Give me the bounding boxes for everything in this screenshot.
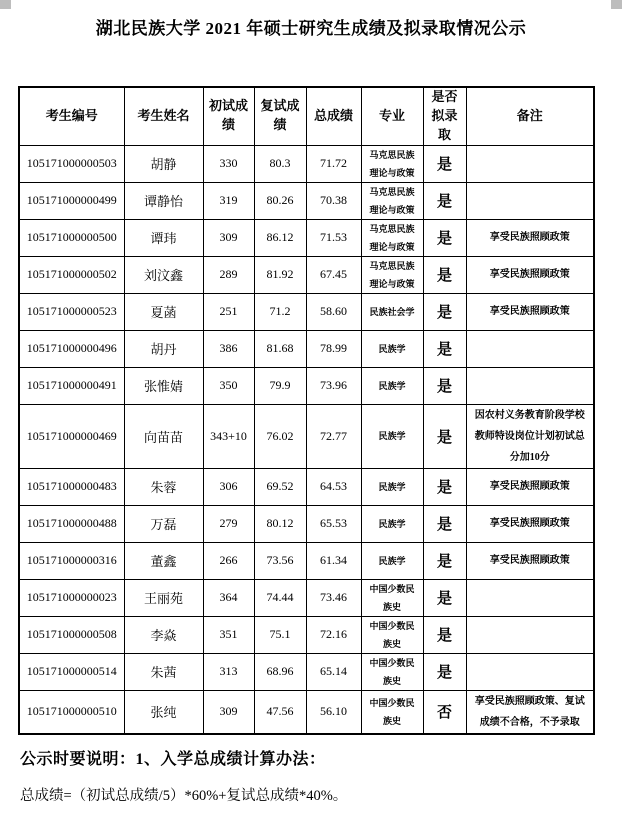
cell-initial-score: 266 xyxy=(203,542,254,579)
table-row xyxy=(19,616,594,653)
cell-retest-score: 76.02 xyxy=(254,404,306,468)
header-major: 专业 xyxy=(361,87,423,145)
cell-initial-score: 350 xyxy=(203,367,254,404)
cell-admitted: 是 xyxy=(423,579,466,616)
cell-major: 中国少数民族史 xyxy=(361,690,423,734)
cell-remark xyxy=(466,653,594,690)
cell-total-score: 78.99 xyxy=(306,330,361,367)
cell-retest-score: 86.12 xyxy=(254,219,306,256)
page-edge-artifact-left xyxy=(0,0,11,9)
table-row xyxy=(19,256,594,293)
cell-exam-no: 105171000000503 xyxy=(19,145,124,182)
cell-retest-score: 75.1 xyxy=(254,616,306,653)
cell-retest-score: 71.2 xyxy=(254,293,306,330)
cell-initial-score: 364 xyxy=(203,579,254,616)
cell-major: 民族学 xyxy=(361,330,423,367)
cell-major: 民族学 xyxy=(361,367,423,404)
admission-results-table xyxy=(18,86,595,735)
cell-major: 民族学 xyxy=(361,468,423,505)
notice-explanation-title: 公示时要说明：1、入学总成绩计算办法： xyxy=(20,750,326,768)
cell-name: 向苗苗 xyxy=(124,404,203,468)
cell-name: 朱茜 xyxy=(124,653,203,690)
cell-exam-no: 105171000000316 xyxy=(19,542,124,579)
cell-name: 谭玮 xyxy=(124,219,203,256)
cell-initial-score: 343+10 xyxy=(203,404,254,468)
cell-initial-score: 351 xyxy=(203,616,254,653)
cell-total-score: 67.45 xyxy=(306,256,361,293)
cell-name: 张纯 xyxy=(124,690,203,734)
table-row xyxy=(19,367,594,404)
cell-exam-no: 105171000000496 xyxy=(19,330,124,367)
cell-initial-score: 289 xyxy=(203,256,254,293)
table-row xyxy=(19,579,594,616)
cell-exam-no: 105171000000514 xyxy=(19,653,124,690)
table-row xyxy=(19,690,594,734)
cell-initial-score: 306 xyxy=(203,468,254,505)
cell-retest-score: 69.52 xyxy=(254,468,306,505)
table-row xyxy=(19,404,594,468)
cell-admitted: 是 xyxy=(423,505,466,542)
table-header-row xyxy=(19,87,594,145)
header-exam-no: 考生编号 xyxy=(19,87,124,145)
cell-major: 民族学 xyxy=(361,404,423,468)
cell-exam-no: 105171000000510 xyxy=(19,690,124,734)
cell-total-score: 73.96 xyxy=(306,367,361,404)
cell-name: 董鑫 xyxy=(124,542,203,579)
table-row xyxy=(19,182,594,219)
cell-major: 马克思民族理论与政策 xyxy=(361,256,423,293)
cell-name: 夏菡 xyxy=(124,293,203,330)
cell-remark: 享受民族照顾政策 xyxy=(466,505,594,542)
cell-remark: 享受民族照顾政策、复试成绩不合格，不予录取 xyxy=(466,690,594,734)
table-row xyxy=(19,219,594,256)
cell-exam-no: 105171000000508 xyxy=(19,616,124,653)
cell-remark: 享受民族照顾政策 xyxy=(466,219,594,256)
cell-admitted: 是 xyxy=(423,182,466,219)
cell-exam-no: 105171000000523 xyxy=(19,293,124,330)
cell-name: 王丽苑 xyxy=(124,579,203,616)
cell-admitted: 是 xyxy=(423,145,466,182)
cell-total-score: 71.53 xyxy=(306,219,361,256)
cell-admitted: 是 xyxy=(423,330,466,367)
header-total-score: 总成绩 xyxy=(306,87,361,145)
cell-admitted: 否 xyxy=(423,690,466,734)
cell-remark xyxy=(466,330,594,367)
cell-retest-score: 74.44 xyxy=(254,579,306,616)
cell-major: 中国少数民族史 xyxy=(361,653,423,690)
cell-retest-score: 68.96 xyxy=(254,653,306,690)
header-remark: 备注 xyxy=(466,87,594,145)
cell-major: 马克思民族理论与政策 xyxy=(361,219,423,256)
cell-name: 朱蓉 xyxy=(124,468,203,505)
cell-retest-score: 81.92 xyxy=(254,256,306,293)
table-header xyxy=(19,87,594,145)
cell-retest-score: 80.3 xyxy=(254,145,306,182)
cell-major: 中国少数民族史 xyxy=(361,616,423,653)
cell-remark: 享受民族照顾政策 xyxy=(466,542,594,579)
cell-initial-score: 330 xyxy=(203,145,254,182)
header-name: 考生姓名 xyxy=(124,87,203,145)
cell-remark xyxy=(466,367,594,404)
cell-retest-score: 80.12 xyxy=(254,505,306,542)
cell-total-score: 65.14 xyxy=(306,653,361,690)
cell-retest-score: 73.56 xyxy=(254,542,306,579)
cell-initial-score: 313 xyxy=(203,653,254,690)
header-admitted: 是否拟录取 xyxy=(423,87,466,145)
cell-admitted: 是 xyxy=(423,542,466,579)
cell-total-score: 58.60 xyxy=(306,293,361,330)
cell-name: 胡静 xyxy=(124,145,203,182)
cell-remark xyxy=(466,579,594,616)
cell-initial-score: 279 xyxy=(203,505,254,542)
cell-major: 中国少数民族史 xyxy=(361,579,423,616)
cell-major: 马克思民族理论与政策 xyxy=(361,182,423,219)
cell-admitted: 是 xyxy=(423,616,466,653)
cell-retest-score: 81.68 xyxy=(254,330,306,367)
cell-admitted: 是 xyxy=(423,468,466,505)
cell-exam-no: 105171000000488 xyxy=(19,505,124,542)
table-row xyxy=(19,653,594,690)
cell-remark: 享受民族照顾政策 xyxy=(466,293,594,330)
table-row xyxy=(19,468,594,505)
table-row xyxy=(19,505,594,542)
cell-total-score: 71.72 xyxy=(306,145,361,182)
cell-name: 张惟婧 xyxy=(124,367,203,404)
cell-admitted: 是 xyxy=(423,653,466,690)
cell-major: 民族学 xyxy=(361,542,423,579)
cell-admitted: 是 xyxy=(423,367,466,404)
cell-remark: 享受民族照顾政策 xyxy=(466,468,594,505)
cell-name: 胡丹 xyxy=(124,330,203,367)
cell-remark: 享受民族照顾政策 xyxy=(466,256,594,293)
header-initial-score: 初试成绩 xyxy=(203,87,254,145)
cell-name: 刘汶鑫 xyxy=(124,256,203,293)
cell-retest-score: 47.56 xyxy=(254,690,306,734)
cell-major: 民族社会学 xyxy=(361,293,423,330)
cell-total-score: 64.53 xyxy=(306,468,361,505)
cell-name: 万磊 xyxy=(124,505,203,542)
cell-major: 马克思民族理论与政策 xyxy=(361,145,423,182)
cell-retest-score: 79.9 xyxy=(254,367,306,404)
cell-exam-no: 105171000000499 xyxy=(19,182,124,219)
cell-remark xyxy=(466,182,594,219)
page-title: 湖北民族大学 2021 年硕士研究生成绩及拟录取情况公示 xyxy=(95,19,527,38)
table-row xyxy=(19,145,594,182)
table-row xyxy=(19,293,594,330)
cell-admitted: 是 xyxy=(423,256,466,293)
cell-major: 民族学 xyxy=(361,505,423,542)
cell-total-score: 56.10 xyxy=(306,690,361,734)
cell-initial-score: 386 xyxy=(203,330,254,367)
cell-exam-no: 105171000000491 xyxy=(19,367,124,404)
cell-initial-score: 251 xyxy=(203,293,254,330)
cell-total-score: 72.16 xyxy=(306,616,361,653)
table-row xyxy=(19,330,594,367)
cell-total-score: 70.38 xyxy=(306,182,361,219)
cell-total-score: 61.34 xyxy=(306,542,361,579)
table-row xyxy=(19,542,594,579)
cell-name: 谭静怡 xyxy=(124,182,203,219)
header-retest-score: 复试成绩 xyxy=(254,87,306,145)
cell-exam-no: 105171000000483 xyxy=(19,468,124,505)
cell-name: 李焱 xyxy=(124,616,203,653)
cell-exam-no: 105171000000500 xyxy=(19,219,124,256)
table-body xyxy=(19,145,594,734)
cell-admitted: 是 xyxy=(423,293,466,330)
total-score-formula: 总成绩=（初试总成绩/5）*60%+复试总成绩*40%。 xyxy=(20,787,348,804)
cell-remark xyxy=(466,616,594,653)
cell-total-score: 65.53 xyxy=(306,505,361,542)
cell-total-score: 73.46 xyxy=(306,579,361,616)
cell-admitted: 是 xyxy=(423,404,466,468)
cell-remark: 因农村义务教育阶段学校教师特设岗位计划初试总分加10分 xyxy=(466,404,594,468)
cell-initial-score: 309 xyxy=(203,219,254,256)
cell-exam-no: 105171000000502 xyxy=(19,256,124,293)
page-edge-artifact-right xyxy=(611,0,622,9)
cell-initial-score: 319 xyxy=(203,182,254,219)
cell-exam-no: 105171000000469 xyxy=(19,404,124,468)
cell-remark xyxy=(466,145,594,182)
cell-total-score: 72.77 xyxy=(306,404,361,468)
cell-retest-score: 80.26 xyxy=(254,182,306,219)
cell-admitted: 是 xyxy=(423,219,466,256)
cell-initial-score: 309 xyxy=(203,690,254,734)
cell-exam-no: 105171000000023 xyxy=(19,579,124,616)
